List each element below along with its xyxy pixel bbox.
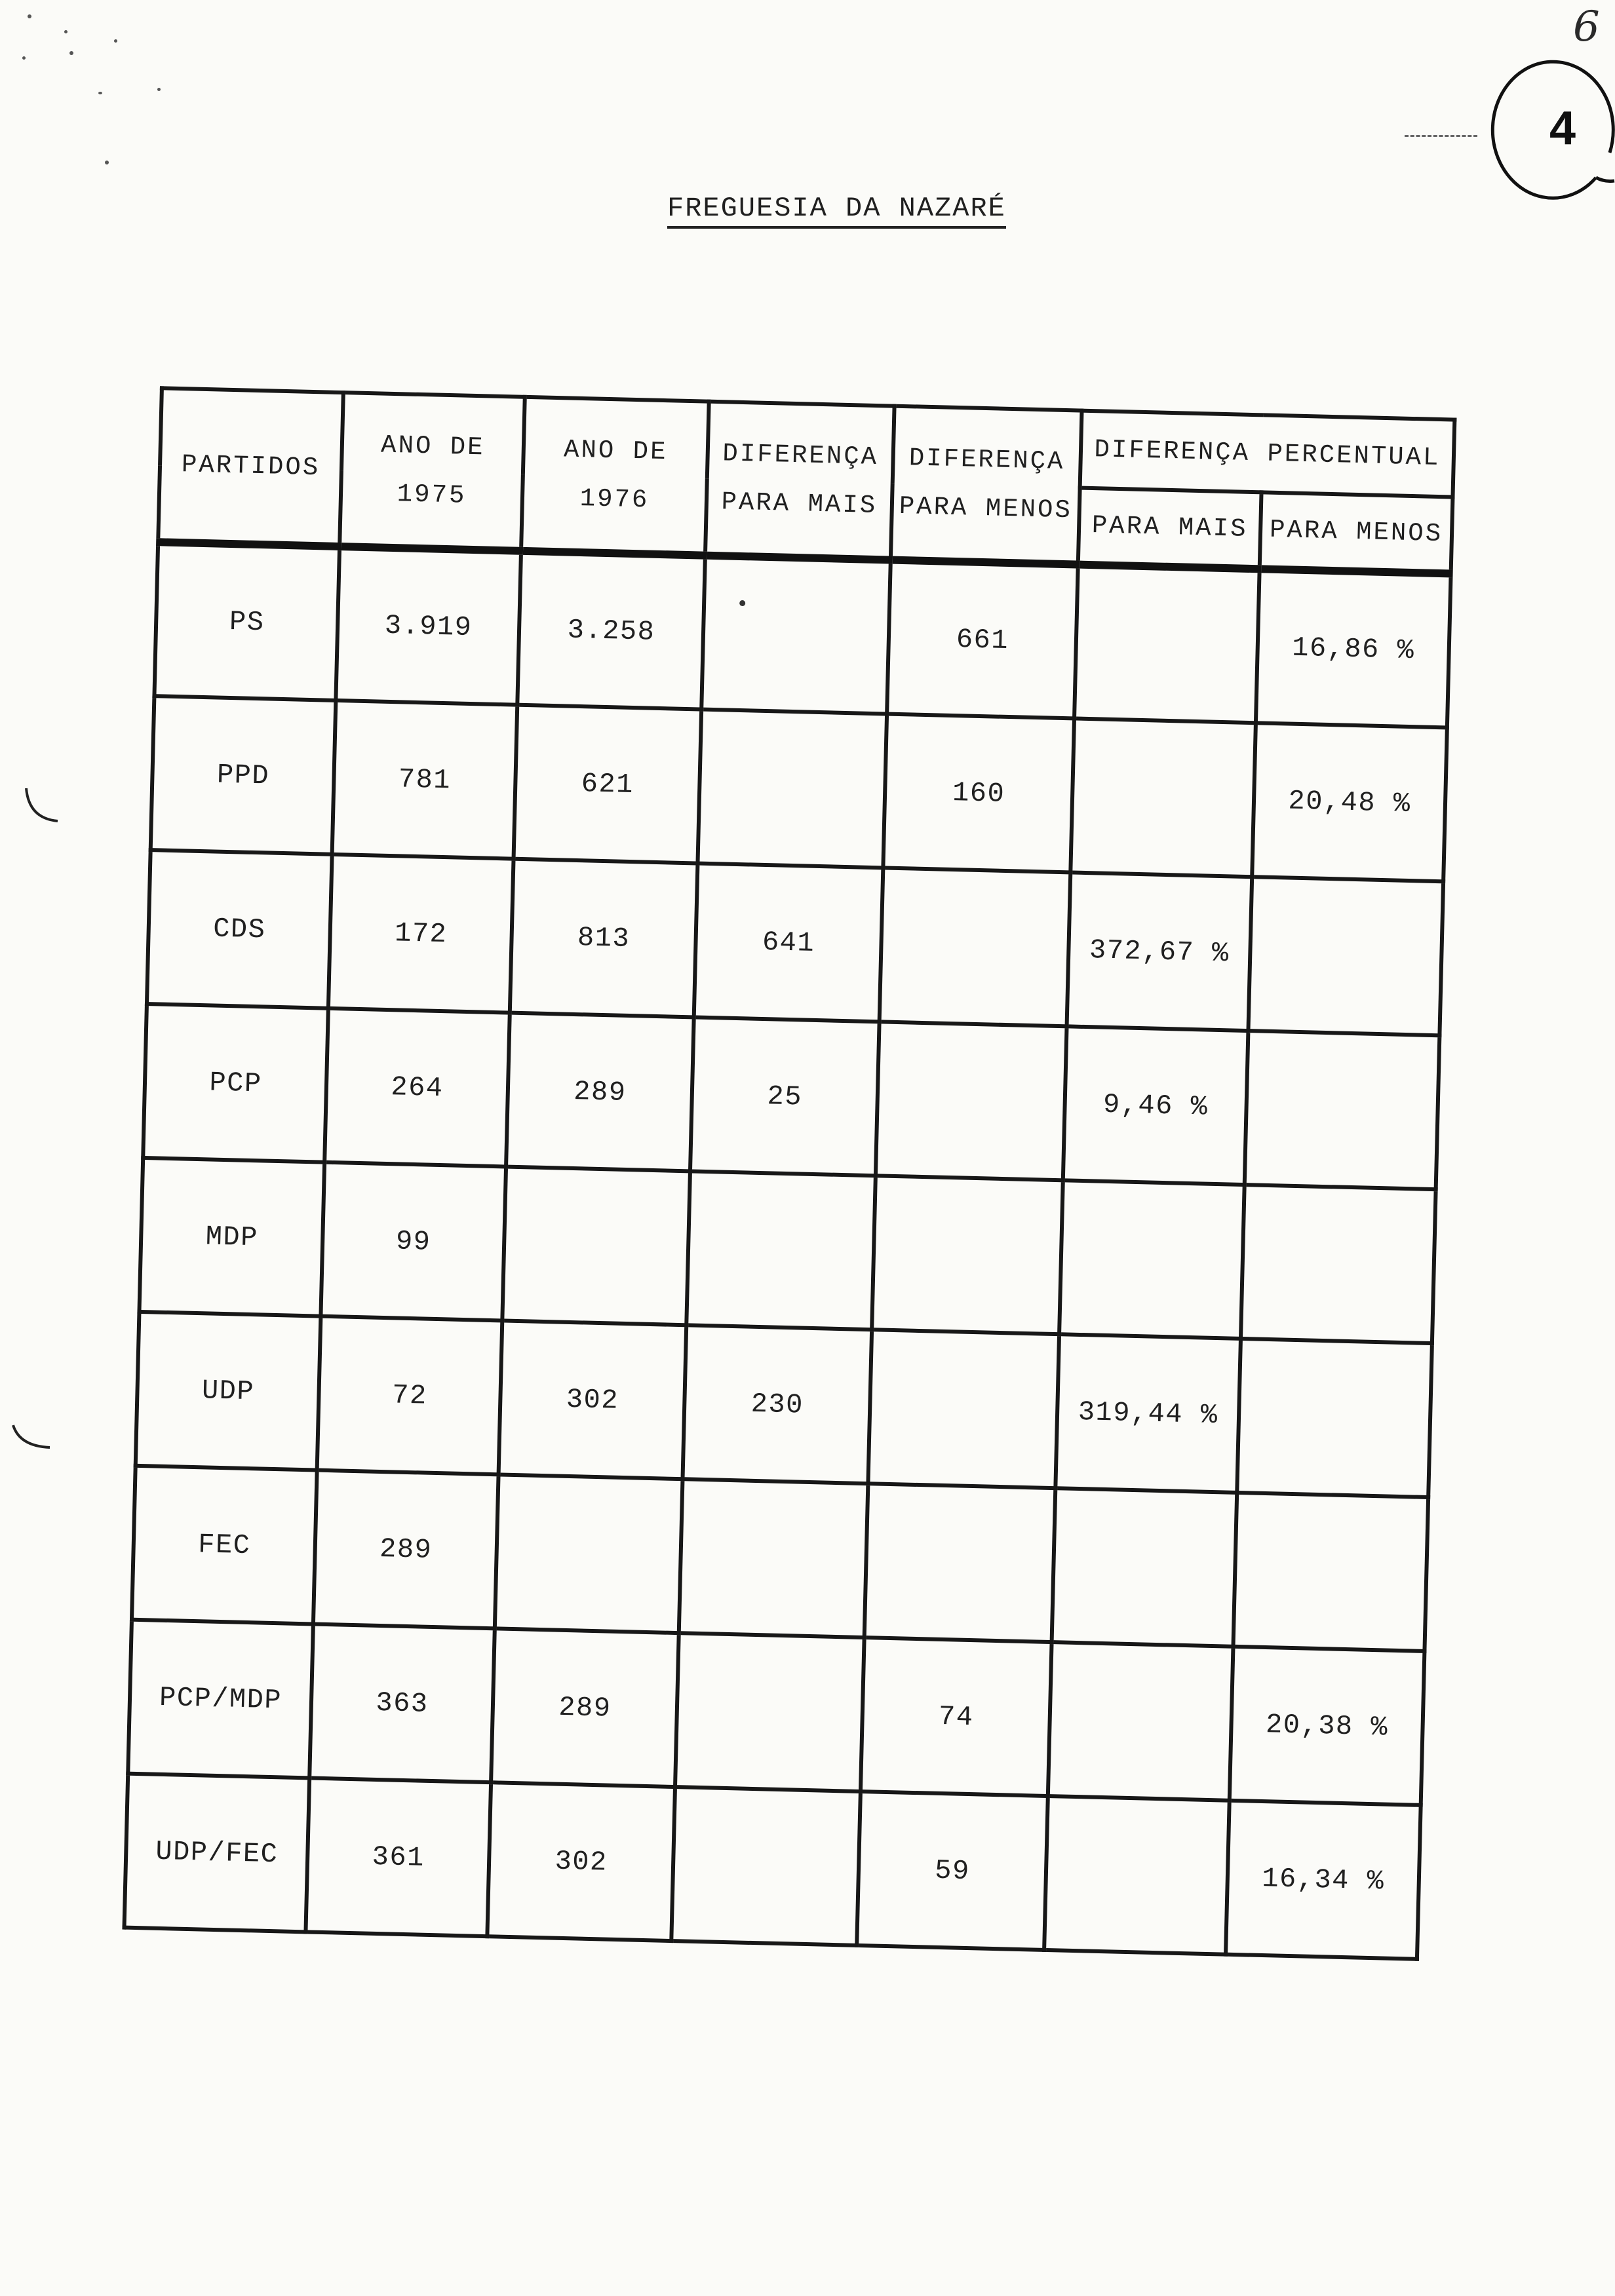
percent-less-cell: 16,86 % <box>1256 569 1451 727</box>
votes-1976-cell: 621 <box>514 705 702 864</box>
votes-1975-cell: 781 <box>332 700 518 859</box>
table-row <box>136 1312 1432 1497</box>
scan-speck <box>69 51 73 55</box>
votes-1975-cell: 289 <box>313 1470 499 1629</box>
header-percent-group-label: DIFERENÇA PERCENTUAL <box>1093 435 1441 473</box>
party-cell: UDP/FEC <box>125 1774 310 1932</box>
votes-1976-cell: 289 <box>491 1628 679 1787</box>
percent-less-cell: 16,34 % <box>1226 1801 1421 1959</box>
header-difference-less <box>891 406 1082 565</box>
party-cell: PCP/MDP <box>128 1620 313 1778</box>
table-row <box>139 1158 1435 1343</box>
difference-less-cell: 160 <box>883 714 1074 872</box>
difference-more-cell: 25 <box>690 1017 880 1176</box>
scan-speck <box>28 14 31 18</box>
scan-speck <box>98 92 102 94</box>
difference-less-cell <box>865 1483 1056 1642</box>
difference-more-cell: 641 <box>694 864 884 1022</box>
table-row <box>147 850 1443 1035</box>
page-title: FREGUESIA DA NAZARÉ <box>667 192 1006 229</box>
header-line: ANO DE <box>380 430 486 463</box>
party-cell: PS <box>154 542 340 700</box>
percent-less-cell <box>1233 1493 1428 1651</box>
percent-more-cell <box>1052 1488 1237 1647</box>
header-percent-more: PARA MAIS <box>1078 488 1262 569</box>
difference-less-cell <box>876 1022 1067 1180</box>
difference-more-cell <box>701 556 891 714</box>
margin-dash-line <box>1405 135 1477 137</box>
scan-speck <box>105 161 109 164</box>
difference-more-cell <box>675 1633 865 1791</box>
header-line: DIFERENÇA <box>908 444 1065 477</box>
difference-more-cell <box>697 710 887 868</box>
votes-1975-cell: 99 <box>321 1162 506 1321</box>
header-party <box>158 388 343 546</box>
percent-more-cell <box>1074 565 1260 723</box>
party-cell: PPD <box>151 696 336 854</box>
percent-less-cell: 20,38 % <box>1230 1647 1425 1805</box>
header-percent-less: PARA MENOS <box>1260 492 1453 573</box>
table-header <box>158 388 1454 573</box>
votes-1975-cell: 72 <box>317 1316 503 1475</box>
difference-more-cell <box>679 1479 868 1637</box>
difference-less-cell: 661 <box>887 560 1078 719</box>
votes-1976-cell: 302 <box>499 1320 687 1479</box>
header-line: DIFERENÇA <box>722 439 879 472</box>
votes-1976-cell <box>502 1167 690 1326</box>
header-percent-group <box>1080 411 1455 497</box>
party-cell: PCP <box>143 1004 328 1162</box>
table-row <box>128 1620 1424 1805</box>
percent-less-cell <box>1248 877 1443 1035</box>
votes-1976-cell <box>495 1474 683 1633</box>
header-line: ANO DE <box>563 435 669 467</box>
votes-1976-cell: 302 <box>487 1782 675 1941</box>
scan-speck <box>114 39 117 43</box>
header-party-label: PARTIDOS <box>181 450 321 483</box>
table-row <box>132 1466 1428 1651</box>
scan-speck <box>157 88 161 91</box>
header-difference-more <box>705 402 895 560</box>
difference-less-cell <box>872 1176 1063 1334</box>
difference-more-cell <box>671 1787 861 1945</box>
page-number: 6 <box>1573 3 1600 51</box>
party-cell: UDP <box>136 1312 321 1470</box>
votes-1976-cell: 813 <box>510 859 698 1018</box>
table-body <box>125 542 1451 1959</box>
table-row <box>125 1774 1421 1959</box>
percent-more-cell: 372,67 % <box>1067 872 1253 1031</box>
table-row <box>151 696 1447 881</box>
percent-less-cell <box>1245 1031 1440 1189</box>
votes-1976-cell: 3.258 <box>517 551 705 710</box>
table-row <box>154 542 1450 727</box>
percent-more-cell <box>1044 1796 1230 1955</box>
header-year-1975 <box>340 392 525 551</box>
header-line: 1976 <box>579 484 650 515</box>
percent-less-cell <box>1237 1339 1432 1497</box>
percent-more-cell: 319,44 % <box>1055 1334 1241 1493</box>
votes-1975-cell: 264 <box>324 1008 510 1167</box>
party-cell: FEC <box>132 1466 317 1624</box>
percent-more-cell <box>1070 718 1256 877</box>
difference-more-cell <box>686 1171 876 1330</box>
difference-less-cell <box>880 868 1071 1026</box>
party-cell: CDS <box>147 850 332 1008</box>
difference-more-cell: 230 <box>682 1325 872 1483</box>
votes-1975-cell: 3.919 <box>336 546 521 705</box>
hole-punch-mark <box>13 783 66 829</box>
scan-speck <box>22 56 26 60</box>
percent-less-cell: 20,48 % <box>1252 723 1447 881</box>
header-line: 1975 <box>397 480 467 510</box>
difference-less-cell: 74 <box>861 1637 1052 1796</box>
header-line: PARA MENOS <box>899 491 1073 526</box>
hole-punch-mark <box>7 1419 59 1458</box>
header-year-1976 <box>521 397 709 556</box>
votes-1975-cell: 363 <box>309 1624 495 1783</box>
results-table-container <box>123 386 1453 1957</box>
table-row <box>143 1004 1439 1189</box>
percent-more-cell <box>1048 1642 1234 1801</box>
difference-less-cell <box>868 1330 1059 1488</box>
circled-number: 4 <box>1549 102 1576 155</box>
difference-less-cell: 59 <box>857 1791 1048 1950</box>
percent-more-cell: 9,46 % <box>1063 1026 1249 1185</box>
percent-more-cell <box>1059 1180 1245 1339</box>
votes-1975-cell: 361 <box>305 1778 491 1936</box>
percent-less-cell <box>1241 1185 1436 1343</box>
votes-1976-cell: 289 <box>506 1013 694 1172</box>
party-cell: MDP <box>139 1158 324 1316</box>
header-line: PARA MAIS <box>721 488 878 521</box>
header-row <box>160 388 1454 497</box>
votes-1975-cell: 172 <box>328 854 514 1013</box>
results-table <box>122 386 1456 1961</box>
scan-speck <box>64 30 68 33</box>
